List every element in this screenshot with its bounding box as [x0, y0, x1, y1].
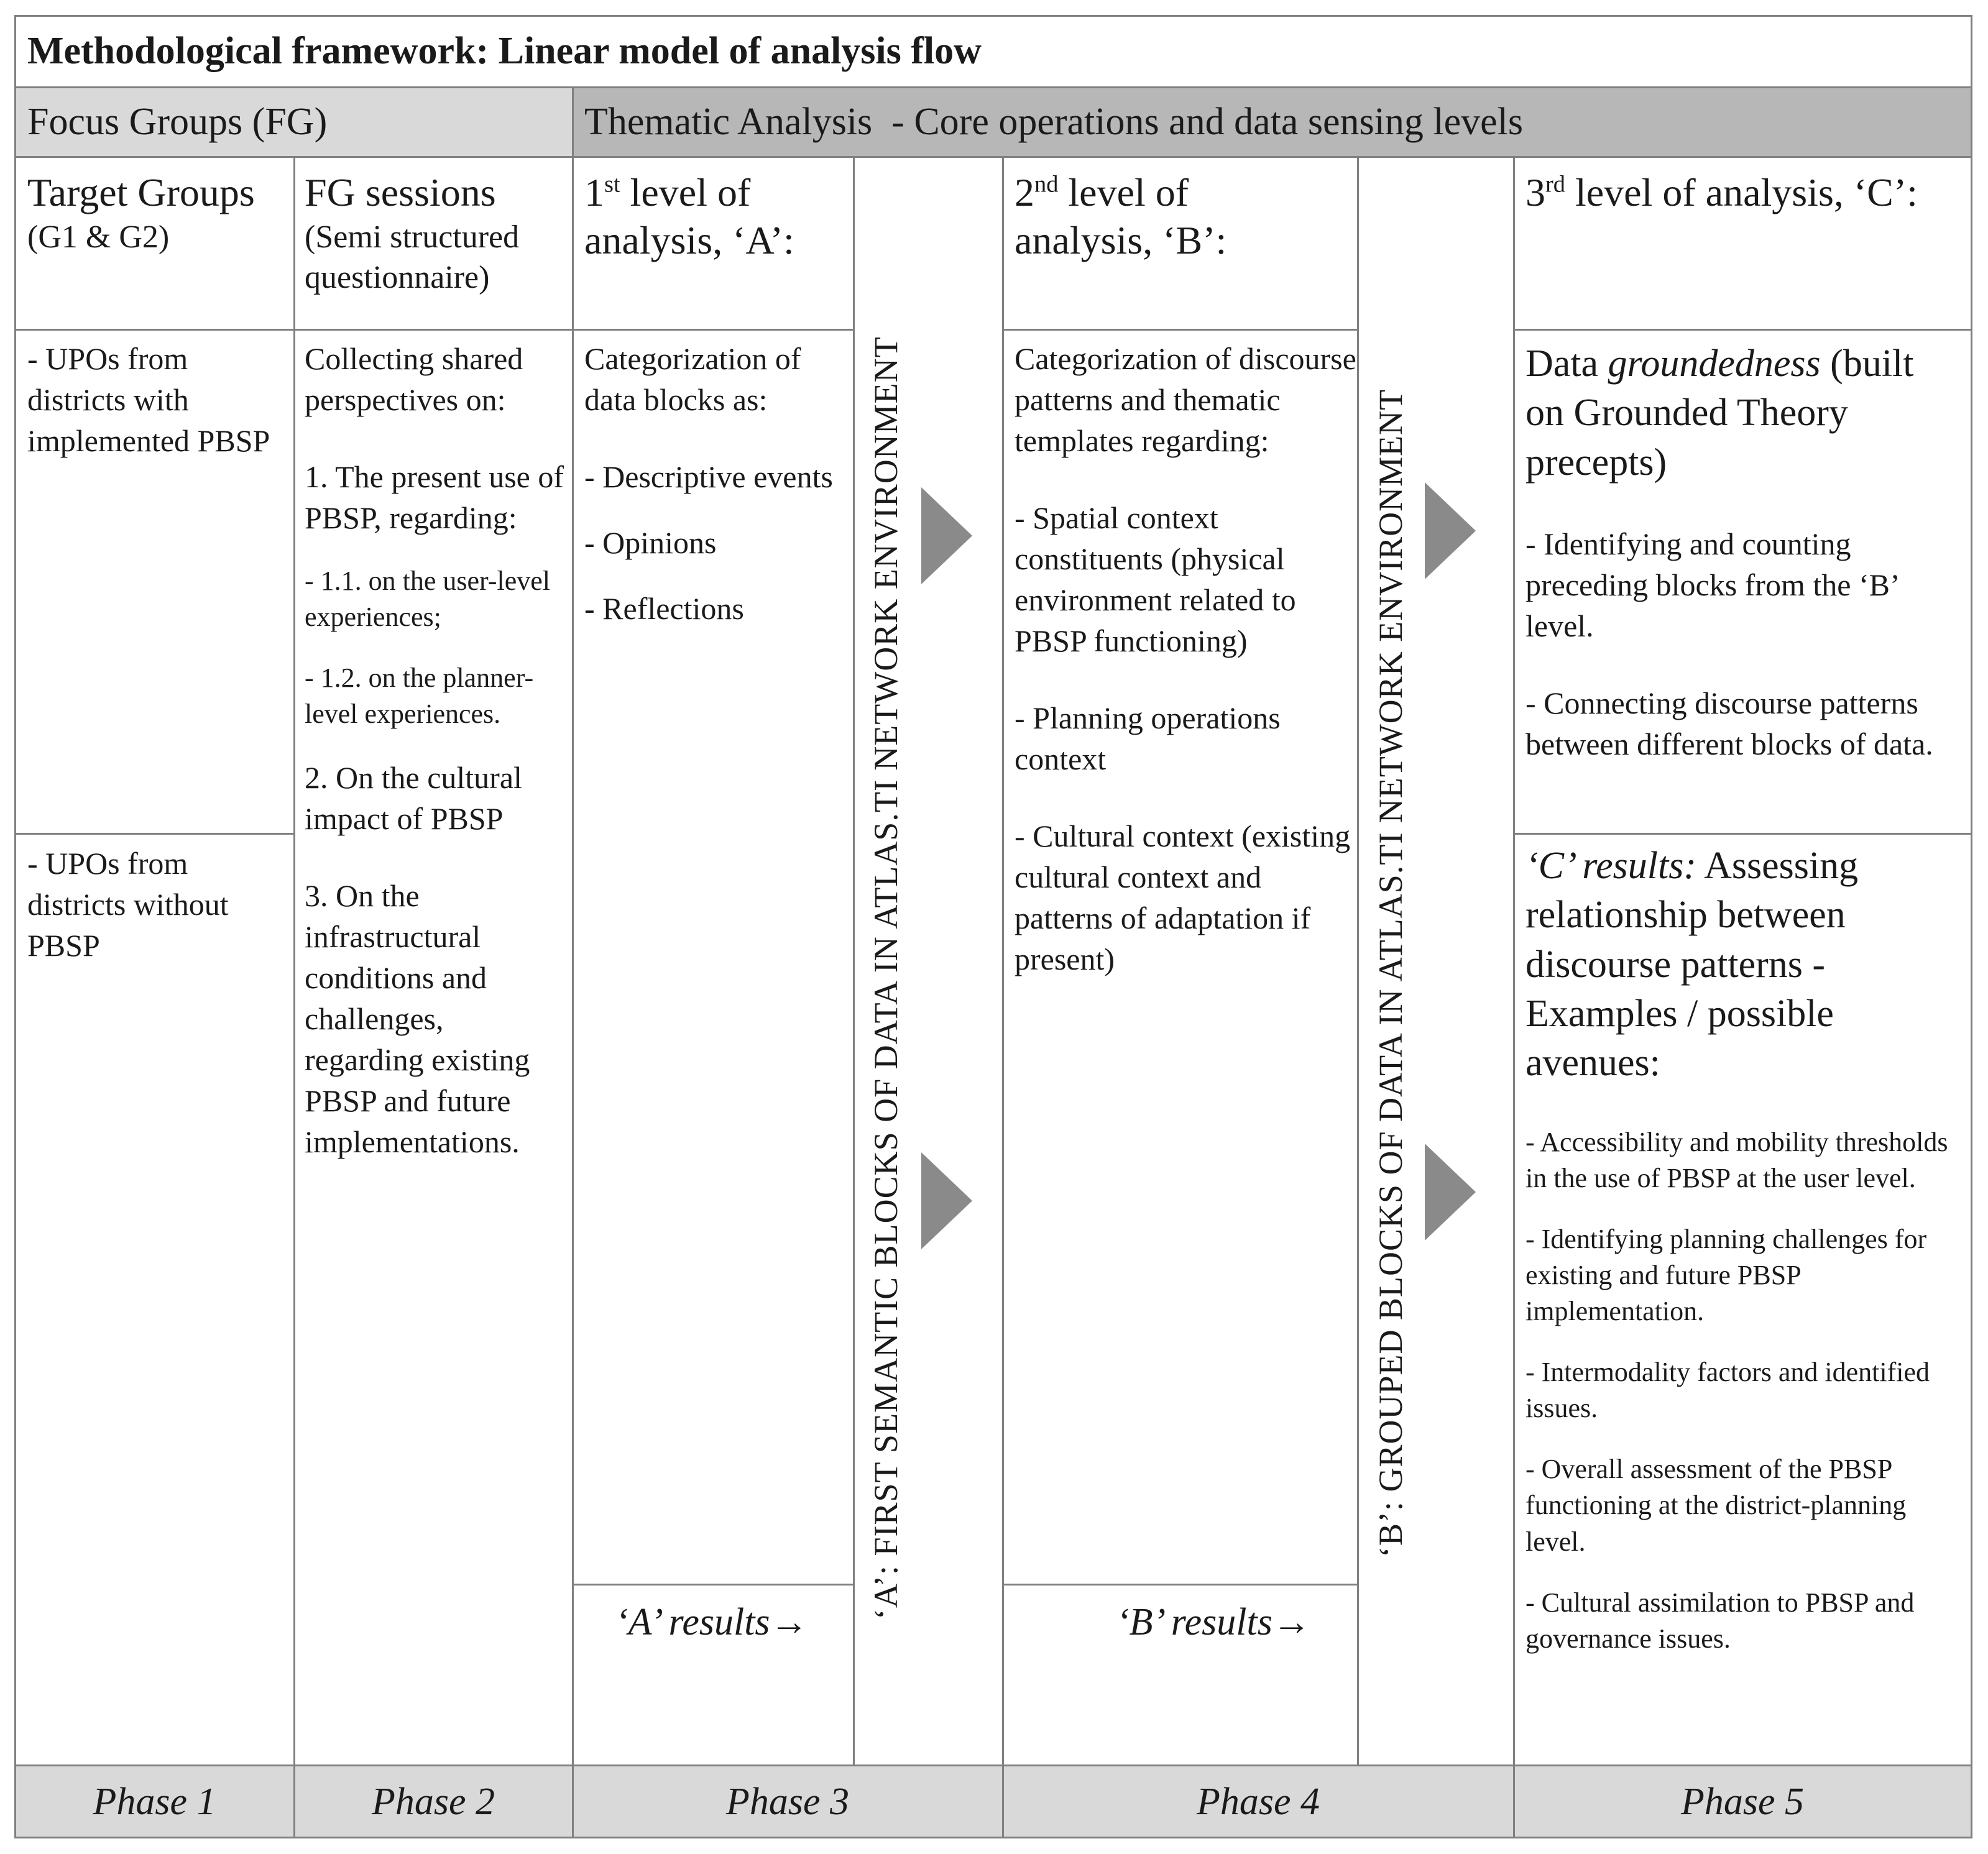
- level-b-heading-rest-1: level of: [1058, 170, 1189, 214]
- border-target-split: [15, 833, 295, 835]
- level-b-item-2: - Planning operations context: [1015, 700, 1281, 776]
- arrow-a-lower: [921, 1152, 972, 1249]
- border-col-1: [293, 156, 295, 1838]
- level-b-results: ‘B’ results→: [1116, 1601, 1311, 1643]
- level-b-item-1: - Spatial context constituents (physical environment related to PBSP functioning): [1015, 500, 1296, 658]
- level-a-num: 1: [584, 170, 604, 214]
- fg-point-1-2: - 1.2. on the planner-level experiences.: [305, 663, 534, 730]
- level-c-sup: rd: [1545, 171, 1565, 198]
- groundedness-item-1: - Identifying and counting preceding blocks from the ‘B’ level.: [1526, 526, 1898, 644]
- phase-1: Phase 1: [93, 1781, 216, 1823]
- fg-sessions-body: [305, 338, 569, 1162]
- c-results-item-1: - Accessibility and mobility thresholds in the use of PBSP at the user level.: [1526, 1126, 1948, 1193]
- fg-intro: Collecting shared perspectives on:: [305, 341, 523, 417]
- border-colhead-bottom-2: [1003, 329, 1358, 331]
- diagram-title: Methodological framework: Linear model of analysis flow: [27, 30, 982, 72]
- level-a-sup: st: [604, 171, 620, 198]
- border-col-6: [1513, 156, 1515, 1838]
- c-results-title: [1526, 842, 1954, 1088]
- fg-sessions-heading-block: [305, 169, 569, 298]
- level-a-item-2: - Opinions: [584, 525, 717, 560]
- target-groups-sub: (G1 & G2): [27, 219, 170, 255]
- level-c-groundedness: [1526, 339, 1961, 764]
- groundedness-item-2: - Connecting discourse patterns between different blocks of data.: [1526, 686, 1933, 762]
- fg-sessions-sub: (Semi structured questionnaire): [305, 219, 520, 295]
- border-left: [14, 15, 16, 1838]
- border-title-bottom: [15, 86, 1972, 88]
- border-col-4: [1002, 156, 1004, 1838]
- fg-point-2: 2. On the cultural impact of PBSP: [305, 760, 522, 837]
- level-c-results: [1526, 842, 1954, 1657]
- border-colhead-bottom-3: [1514, 329, 1972, 331]
- level-a-heading-rest-1: level of: [620, 170, 751, 214]
- border-col-3: [853, 156, 855, 1766]
- level-c-heading-rest: level of analysis, ‘C’:: [1565, 170, 1918, 214]
- target-groups-heading-block: [27, 169, 288, 257]
- c-results-item-3: - Intermodality factors and identified issues.: [1526, 1357, 1930, 1424]
- groundedness-title: [1526, 339, 1961, 487]
- border-colhead-bottom-1: [15, 329, 854, 331]
- level-b-heading: [1015, 169, 1356, 265]
- groundedness-pre: Data: [1526, 342, 1608, 385]
- level-b-item-3: - Cultural context (existing cultural context and patterns of adaptation if present): [1015, 819, 1351, 976]
- border-bottom: [15, 1837, 1972, 1838]
- fg-point-1-1: - 1.1. on the user-level experiences;: [305, 566, 550, 633]
- level-a-heading-rest-2: analysis, ‘A’:: [584, 218, 794, 262]
- phase-4: Phase 4: [1196, 1781, 1320, 1823]
- c-results-text: Assessing relationship between discourse patterns - Examples / possible avenues:: [1526, 845, 1859, 1085]
- fg-sessions-heading: FG sessions: [305, 170, 496, 214]
- border-right: [1971, 15, 1972, 1838]
- level-a-item-1: - Descriptive events: [584, 459, 833, 494]
- level-b-heading-rest-2: analysis, ‘B’:: [1015, 218, 1227, 262]
- border-col-2: [572, 86, 574, 1838]
- vertical-label-b: ‘B’: GROUPED BLOCKS OF DATA IN ATLAS.TI NETWORK ENVIRONMENT: [1372, 388, 1409, 1558]
- target-groups-heading: Target Groups: [27, 170, 255, 214]
- level-b-num: 2: [1015, 170, 1034, 214]
- vertical-label-a: ‘A’: FIRST SEMANTIC BLOCKS OF DATA IN ATLAS.TI NETWORK ENVIRONMENT: [867, 336, 904, 1620]
- c-results-em: ‘C’ results:: [1526, 845, 1696, 887]
- border-a-results: [573, 1584, 854, 1586]
- c-results-item-2: - Identifying planning challenges for existing and future PBSP implementation.: [1526, 1223, 1927, 1327]
- phase-3: Phase 3: [725, 1781, 850, 1823]
- c-results-item-4: - Overall assessment of the PBSP functioning at the district-planning level.: [1526, 1454, 1907, 1557]
- focus-groups-header: Focus Groups (FG): [27, 101, 328, 143]
- groundedness-em: groundedness: [1608, 342, 1821, 385]
- c-results-item-5: - Cultural assimilation to PBSP and governance issues.: [1526, 1587, 1915, 1654]
- border-header-bottom: [15, 156, 1972, 158]
- groundedness-post: (built on Grounded Theory precepts): [1526, 342, 1914, 484]
- level-a-results: ‘A’ results→: [615, 1601, 809, 1643]
- level-a-body: [584, 338, 852, 629]
- phase-2: Phase 2: [371, 1781, 495, 1823]
- border-c-split: [1514, 833, 1972, 835]
- level-a-heading: [584, 169, 852, 265]
- target-row-1: - UPOs from districts with implemented PBSP: [27, 341, 270, 458]
- border-top: [15, 15, 1972, 17]
- level-b-sup: nd: [1034, 171, 1059, 198]
- level-c-heading: [1526, 169, 1967, 217]
- level-b-intro: Categorization of discourse patterns and thematic templates regarding:: [1015, 341, 1356, 458]
- thematic-analysis-header: Thematic Analysis - Core operations and data sensing levels: [584, 101, 1524, 143]
- level-a-item-3: - Reflections: [584, 591, 744, 626]
- phase-5: Phase 5: [1680, 1781, 1805, 1823]
- target-row-2: - UPOs from districts without PBSP: [27, 846, 229, 963]
- level-a-intro: Categorization of data blocks as:: [584, 341, 801, 417]
- border-col-5: [1357, 156, 1359, 1766]
- level-c-num: 3: [1526, 170, 1545, 214]
- fg-point-1: 1. The present use of PBSP, regarding:: [305, 459, 564, 535]
- fg-point-3: 3. On the infrastructural conditions and challenges, regarding existing PBSP and future implementations.: [305, 878, 530, 1160]
- border-phase-top: [15, 1765, 1972, 1766]
- arrow-b-upper: [1425, 482, 1476, 579]
- level-b-body: [1015, 338, 1356, 980]
- arrow-b-lower: [1425, 1144, 1476, 1241]
- border-b-results: [1003, 1584, 1358, 1586]
- arrow-a-upper: [921, 487, 972, 584]
